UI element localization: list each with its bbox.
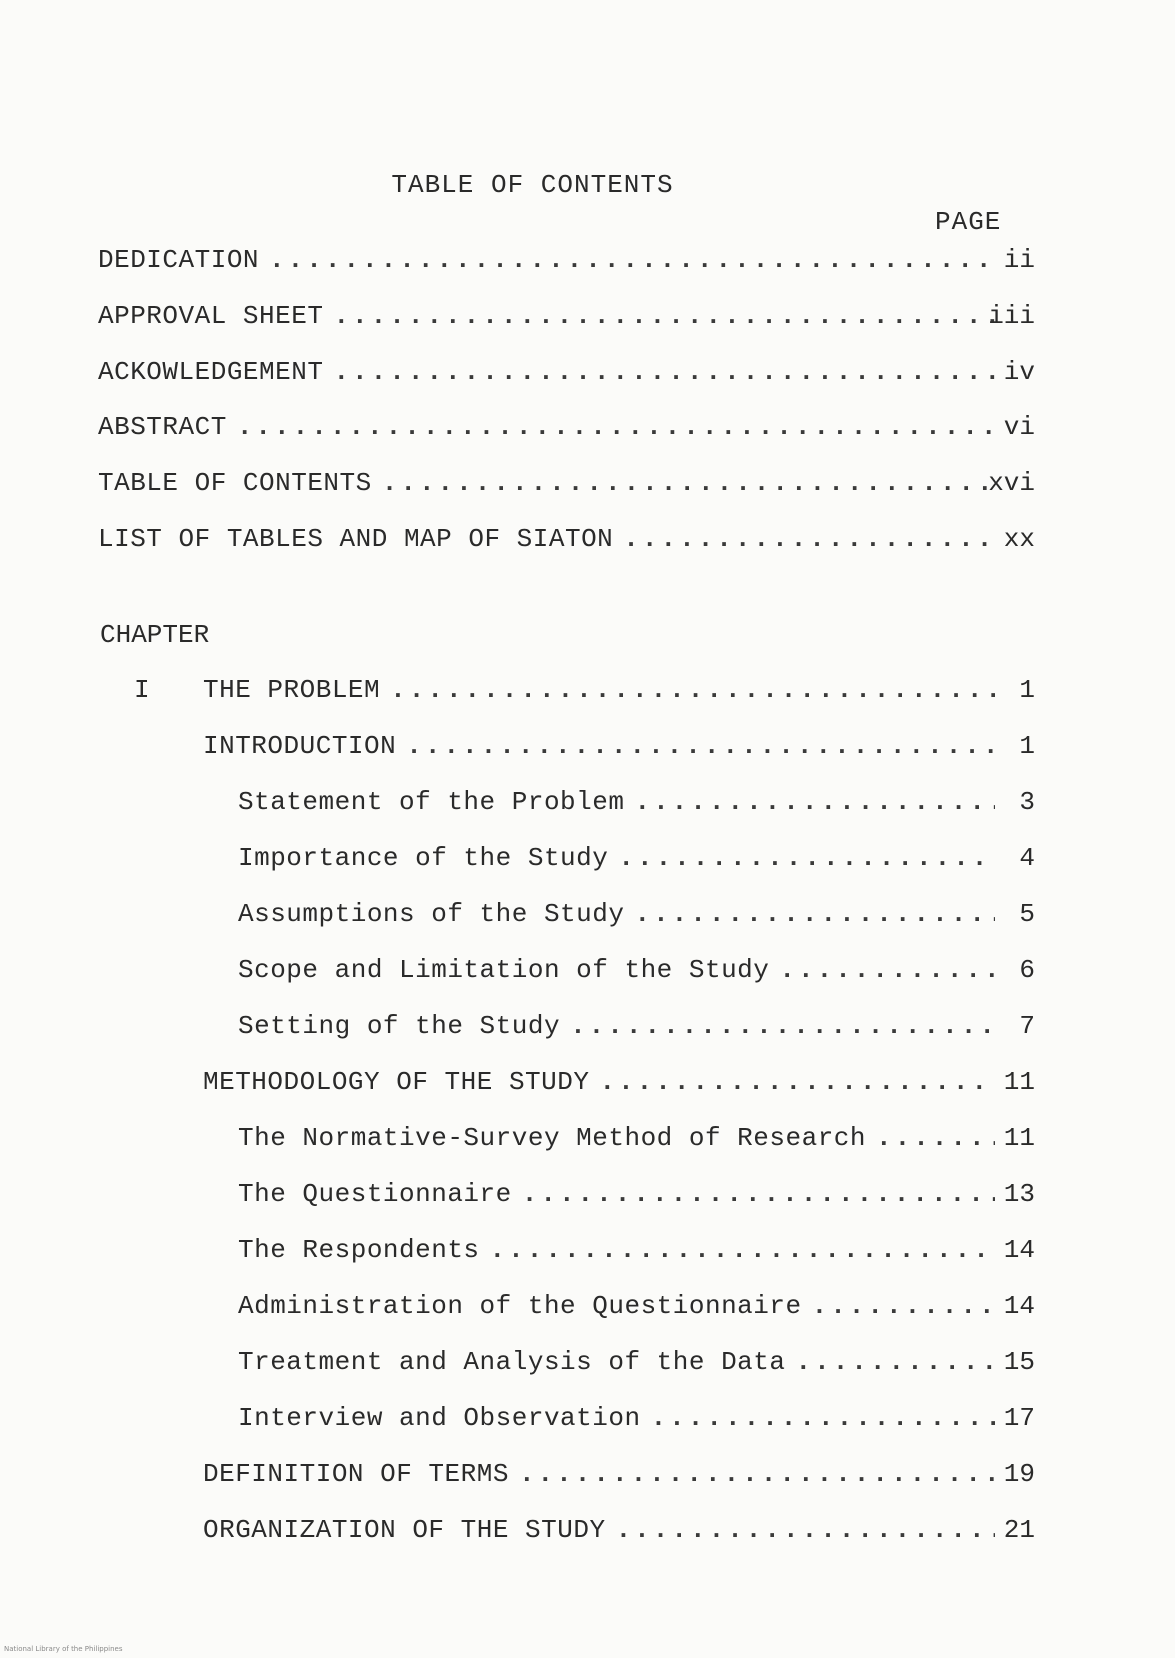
leader-dots — [269, 245, 995, 275]
toc-entry-label: Assumptions of the Study — [238, 899, 625, 929]
toc-entry-label: Scope and Limitation of the Study — [238, 955, 770, 985]
toc-entry-page: ii — [1003, 245, 1035, 275]
leader-dots — [651, 1403, 995, 1433]
toc-entry-label: INTRODUCTION — [203, 731, 397, 761]
toc-entry-page: 19 — [1003, 1459, 1035, 1489]
toc-entry-abstract — [98, 412, 1035, 442]
toc-entry-scope-and-limitation — [238, 955, 1035, 985]
toc-entry-page: iv — [1003, 357, 1035, 387]
toc-entry-approval-sheet — [98, 301, 1035, 331]
toc-entry-page: 7 — [1019, 1011, 1035, 1041]
toc-entry-dedication — [98, 245, 1035, 275]
toc-entry-methodology — [203, 1067, 1035, 1097]
chapter-numeral: I — [134, 675, 150, 705]
toc-title: TABLE OF CONTENTS — [391, 170, 674, 200]
toc-entry-label: DEFINITION OF TERMS — [203, 1459, 509, 1489]
leader-dots — [623, 524, 995, 554]
toc-entry-page: 11 — [1003, 1067, 1035, 1097]
toc-entry-importance-of-study — [238, 843, 1035, 873]
toc-entry-page: vi — [1003, 412, 1035, 442]
toc-entry-page: 14 — [1003, 1291, 1035, 1321]
toc-entry-treatment-analysis — [238, 1347, 1035, 1377]
toc-entry-normative-survey — [238, 1123, 1035, 1153]
toc-entry-page: 21 — [1003, 1515, 1035, 1545]
toc-entry-introduction — [203, 731, 1035, 761]
toc-entry-page: iii — [988, 301, 1035, 331]
toc-entry-label: Administration of the Questionnaire — [238, 1291, 802, 1321]
toc-entry-label: APPROVAL SHEET — [98, 301, 324, 331]
leader-dots — [796, 1347, 996, 1377]
toc-entry-page: 15 — [1003, 1347, 1035, 1377]
leader-dots — [779, 955, 995, 985]
leader-dots — [522, 1179, 995, 1209]
toc-entry-label: ORGANIZATION OF THE STUDY — [203, 1515, 606, 1545]
leader-dots — [634, 787, 995, 817]
toc-entry-label: THE PROBLEM — [203, 675, 381, 705]
toc-entry-label: Statement of the Problem — [238, 787, 625, 817]
chapter-header: CHAPTER — [100, 620, 210, 650]
toc-entry-page: 6 — [1019, 955, 1035, 985]
toc-entry-respondents — [238, 1235, 1035, 1265]
leader-dots — [333, 357, 995, 387]
toc-entry-label: Importance of the Study — [238, 843, 609, 873]
toc-entry-page: 13 — [1003, 1179, 1035, 1209]
leader-dots — [490, 1235, 995, 1265]
leader-dots — [406, 731, 995, 761]
toc-entry-label: Interview and Observation — [238, 1403, 641, 1433]
leader-dots — [390, 675, 995, 705]
toc-entry-setting-of-study — [238, 1011, 1035, 1041]
leader-dots — [382, 468, 995, 498]
page-column-header: PAGE — [935, 207, 1002, 237]
toc-entry-label: ABSTRACT — [98, 412, 227, 442]
toc-entry-list-of-tables — [98, 524, 1035, 554]
toc-entry-label: The Questionnaire — [238, 1179, 512, 1209]
leader-dots — [599, 1067, 995, 1097]
toc-entry-page: 1 — [1019, 675, 1035, 705]
toc-entry-interview-observation — [238, 1403, 1035, 1433]
leader-dots — [812, 1291, 995, 1321]
leader-dots — [876, 1123, 995, 1153]
leader-dots — [333, 301, 995, 331]
toc-entry-label: The Respondents — [238, 1235, 480, 1265]
leader-dots — [570, 1011, 995, 1041]
toc-entry-questionnaire — [238, 1179, 1035, 1209]
toc-entry-page: 17 — [1003, 1403, 1035, 1433]
toc-entry-table-of-contents — [98, 468, 1035, 498]
toc-entry-page: xx — [1003, 524, 1035, 554]
toc-entry-the-problem — [203, 675, 1035, 705]
toc-entry-page: 3 — [1019, 787, 1035, 817]
leader-dots — [634, 899, 995, 929]
leader-dots — [618, 843, 995, 873]
toc-entry-label: Treatment and Analysis of the Data — [238, 1347, 786, 1377]
toc-entry-definition-of-terms — [203, 1459, 1035, 1489]
toc-entry-page: 11 — [1003, 1123, 1035, 1153]
toc-entry-label: METHODOLOGY OF THE STUDY — [203, 1067, 590, 1097]
toc-entry-label: Setting of the Study — [238, 1011, 561, 1041]
toc-entry-label: DEDICATION — [98, 245, 260, 275]
toc-entry-page: 4 — [1019, 843, 1035, 873]
toc-entry-administration — [238, 1291, 1035, 1321]
footer-watermark: National Library of the Philippines — [4, 1645, 123, 1653]
toc-entry-assumptions — [238, 899, 1035, 929]
toc-entry-acknowledgement — [98, 357, 1035, 387]
leader-dots — [237, 412, 995, 442]
toc-entry-label: The Normative-Survey Method of Research — [238, 1123, 866, 1153]
toc-entry-page: xvi — [988, 468, 1035, 498]
toc-entry-label: LIST OF TABLES AND MAP OF SIATON — [98, 524, 614, 554]
leader-dots — [616, 1515, 995, 1545]
toc-entry-page: 5 — [1019, 899, 1035, 929]
toc-entry-organization — [203, 1515, 1035, 1545]
toc-entry-page: 14 — [1003, 1235, 1035, 1265]
leader-dots — [519, 1459, 995, 1489]
toc-entry-statement-of-problem — [238, 787, 1035, 817]
toc-entry-label: TABLE OF CONTENTS — [98, 468, 372, 498]
toc-entry-page: 1 — [1019, 731, 1035, 761]
toc-entry-label: ACKOWLEDGEMENT — [98, 357, 324, 387]
